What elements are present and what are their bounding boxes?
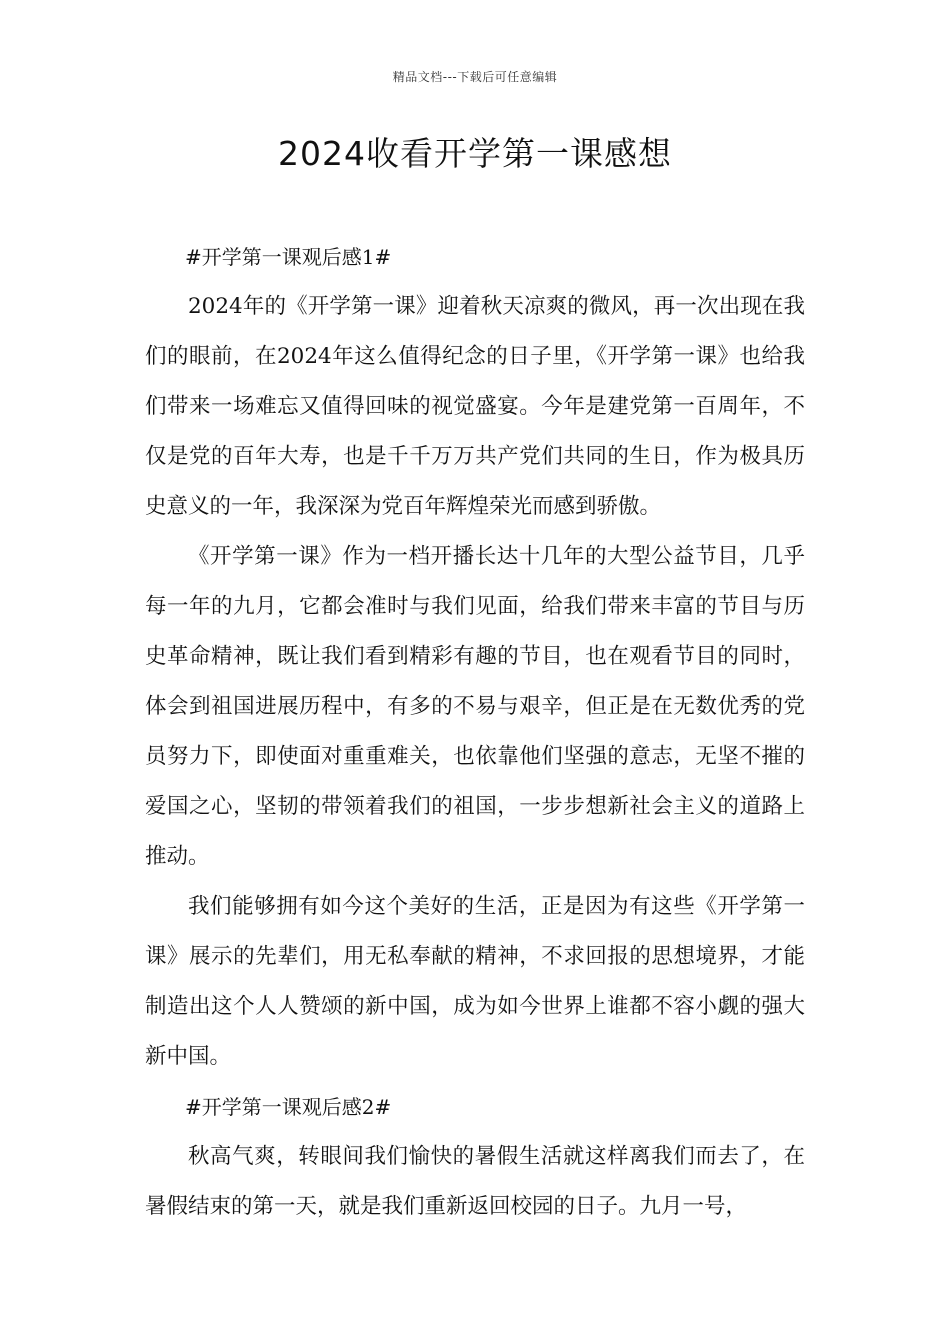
document-body [145,232,805,1232]
paragraph-2: 《开学第一课》作为一档开播长达十几年的大型公益节目，几乎每一年的九月，它都会准时与我们见面，给我们带来丰富的节目与历史革命精神，既让我们看到精彩有趣的节目，也在观看节目的同时，体会到祖国进展历程中，有多的不易与艰辛，但正是在无数优秀的党员努力下，即使面对重重难关，也依靠他们坚强的意志，无坚不摧的爱国之心，坚韧的带领着我们的祖国，一步步想新社会主义的道路上推动。 [145,544,805,869]
paragraph-1: 2024年的《开学第一课》迎着秋天凉爽的微风，再一次出现在我们的眼前，在2024年这么值得纪念的日子里，《开学第一课》也给我们带来一场难忘又值得回味的视觉盛宴。今年是建党第一百周年，不仅是党的百年大寿，也是千千万万共产党们共同的生日，作为极具历史意义的一年，我深深为党百年辉煌荣光而感到骄傲。 [145,294,805,519]
paragraph-3: 我们能够拥有如今这个美好的生活，正是因为有这些《开学第一课》展示的先辈们，用无私奉献的精神，不求回报的思想境界，才能制造出这个人人赞颂的新中国，成为如今世界上谁都不容小觑的强大新中国。 [145,894,805,1069]
header-note: 精品文档---下载后可任意编辑 [392,70,558,84]
section-heading-1: #开学第一课观后感1# [185,245,392,269]
paragraph-4: 秋高气爽，转眼间我们愉快的暑假生活就这样离我们而去了，在暑假结束的第一天，就是我们重新返回校园的日子。九月一号， [145,1144,805,1219]
document-title: 2024收看开学第一课感想 [278,134,672,173]
section-heading-2: #开学第一课观后感2# [185,1095,392,1119]
